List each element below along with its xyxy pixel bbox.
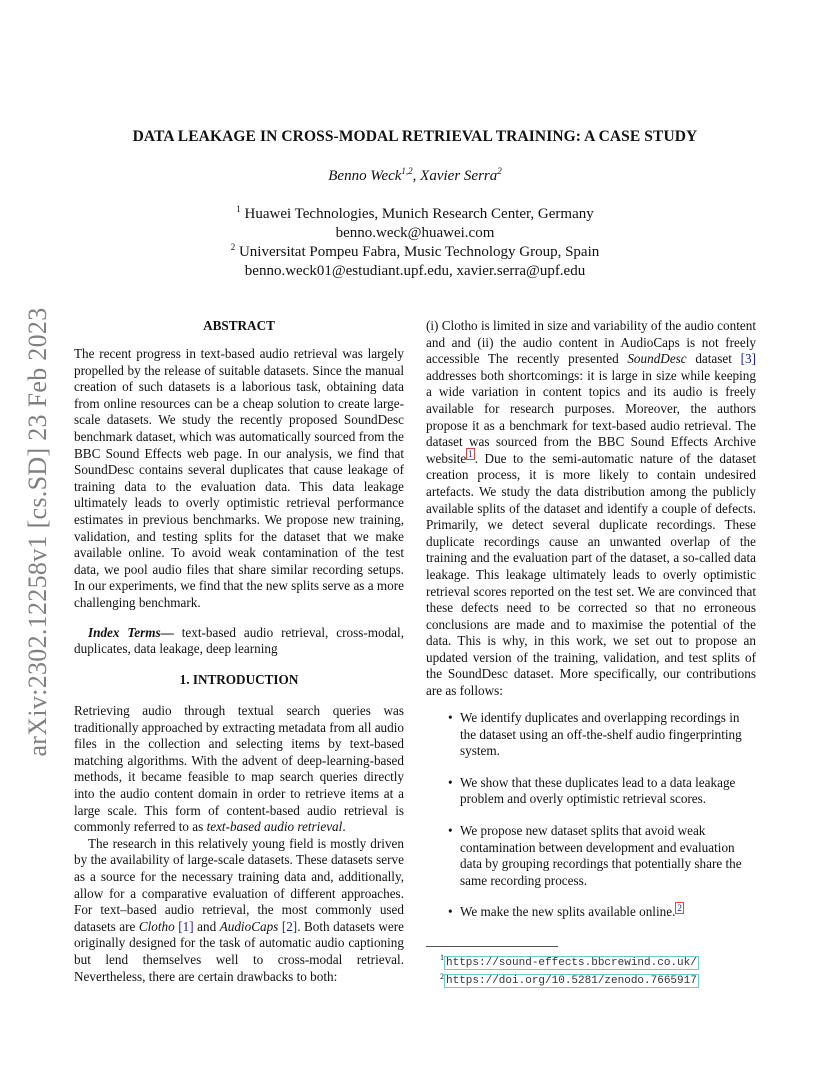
- contributions-list: [426, 710, 756, 936]
- footnotes: [440, 951, 699, 988]
- bullet-icon: •: [448, 774, 453, 790]
- list-item: • We show that these duplicates lead to a data leakage problem and overly optimistic retrieval scores.: [448, 774, 736, 807]
- footnote-marker[interactable]: 1: [468, 449, 473, 460]
- introduction-heading: 1. INTRODUCTION: [179, 672, 299, 687]
- intro-paragraph-2: The research in this relatively young field is mostly driven by the availability of large-scale datasets. These datasets serve as a source for the necessary training data and, additionally, allow for a comparative evaluation of different approaches. For text–based audio retrieval, the most commonly used datasets are Clotho [1] and AudioCaps [2]. Both datasets were originally designed for the task of automatic audio captioning but lend themselves well to cross-modal retrieval. Nevertheless, there are certain drawbacks to both:: [74, 835, 405, 984]
- paper-title: DATA LEAKAGE IN CROSS-MODAL RETRIEVAL TRAINING: A CASE STUDY: [132, 128, 698, 145]
- footnote-1: $^1$ https://sound-effects.bbcrewind.co.uk/: [440, 953, 697, 969]
- bullet-icon: •: [448, 822, 453, 838]
- author-name: Benno Weck: [328, 168, 402, 184]
- abstract-text: The recent progress in text-based audio retrieval was largely propelled by the release of suitable datasets. Since the manual creation of such datasets is a laborious task, obtaining data from online resources can be a cheap solution to create large-scale datasets. We study the recently proposed SoundDesc benchmark dataset, which was automatically sourced from the BBC Sound Effects web page. In our analysis, we find that SoundDesc contains several duplicates that cause leakage of training data to the evaluation data. This data leakage ultimately leads to overly optimistic retrieval performance estimates in previous benchmarks. We propose new training, validation, and testing splits for the dataset that we make available online. To avoid weak contamination of the test data, we pool audio files that share similar recording setups. In our experiments, we find that the new splits serve as a more challenging benchmark.: [74, 346, 404, 610]
- citation-link[interactable]: [2]: [281, 918, 298, 934]
- author-affiliation-marker: 2: [497, 166, 502, 176]
- footnote-marker[interactable]: 2: [677, 902, 682, 913]
- citation-link[interactable]: [1]: [178, 918, 194, 934]
- affiliations: [74, 205, 756, 281]
- index-terms-text: text-based audio retrieval, cross-modal, duplicates, data leakage, deep learning: [74, 624, 404, 657]
- bullet-icon: •: [448, 904, 453, 920]
- footnote-url-link[interactable]: https://doi.org/10.5281/zenodo.7665917: [446, 975, 697, 988]
- abstract-heading: ABSTRACT: [203, 318, 275, 333]
- bullet-icon: •: [448, 710, 453, 725]
- footnote-divider: [426, 946, 558, 947]
- right-column-body: [426, 318, 756, 700]
- right-paragraph: (i) Clotho is limited in size and variability of the audio content and and (ii) the audio content in AudioCaps is not freely accessible The recently presented SoundDesc dataset [3] addresses both shortcomings: it is large in size while keeping a wide variation in content topics and its audio is freely available for research purposes. Moreover, the authors propose it as a benchmark for text-based audio retrieval. The dataset was sourced from the BBC Sound Effects Archive website $^1$ . Due to the semi-automatic nature of the dataset creation process, it is more likely to contain undesired artefacts. We study the data distribution among the publicly available splits of the dataset and identify a couple of defects. Primarily, we detect several duplicate recordings. These duplicate recordings cause an unwanted overlap of the training and the evaluation part of the dataset, a so-called data leakage. This leakage ultimately leads to overly optimistic retrieval scores reported on the test set. We are convinced that these defects need to be corrected so that no erroneous conclusions are made and to maximise the potential of the data. This is why, in this work, we set out to propose an updated version of the training, validation, and test splits of the SoundDesc dataset. More specifically, our contributions are as follows:: [426, 318, 756, 699]
- affiliation-2: $^2$ Universitat Pompeu Fabra, Music Technology Group, Spain: [230, 242, 600, 260]
- affiliation-2-email: benno.weck01@estudiant.upf.edu, xavier.serra@upf.edu: [244, 263, 586, 279]
- list-item: • We make the new splits available online. $^2$: [448, 902, 682, 920]
- author-name: Xavier Serra: [420, 168, 498, 184]
- list-item: • We identify duplicates and overlapping recordings in the dataset using an off-the-shelf audio fingerprinting system.: [448, 710, 742, 759]
- introduction-body: [74, 703, 404, 985]
- author-affiliation-marker: 1,2: [401, 166, 413, 176]
- index-terms-label: Index Terms—: [88, 624, 174, 640]
- affiliation-1: $^1$ Huawei Technologies, Munich Research Center, Germany: [236, 204, 594, 222]
- arxiv-identifier-stamp[interactable]: arXiv:2302.12258v1 [cs.SD] 23 Feb 2023: [23, 307, 52, 757]
- abstract-body: [74, 346, 404, 658]
- citation-link[interactable]: [3]: [740, 351, 756, 367]
- list-item: • We propose new dataset splits that avoid weak contamination between development and evaluation data by grouping recordings that potentially share the same recording process.: [448, 822, 742, 888]
- footnote-url-link[interactable]: https://sound-effects.bbcrewind.co.uk/: [446, 956, 697, 969]
- footnote-2: $^2$ https://doi.org/10.5281/zenodo.7665917: [440, 971, 697, 988]
- intro-paragraph-1: Retrieving audio through textual search queries was traditionally approached by extracting metadata from all audio files in the collection and selecting items by text-based matching algorithms. With the advent of deep-learning-based methods, it became feasible to map search queries directly into the audio content domain in order to retrieve items at a large scale. This form of content-based audio retrieval is commonly referred to as text-based audio retrieval.: [74, 703, 404, 835]
- affiliation-1-email: benno.weck@huawei.com: [335, 225, 495, 241]
- author-separator: ,: [412, 168, 421, 184]
- index-terms: [74, 625, 404, 658]
- author-line: [74, 168, 756, 185]
